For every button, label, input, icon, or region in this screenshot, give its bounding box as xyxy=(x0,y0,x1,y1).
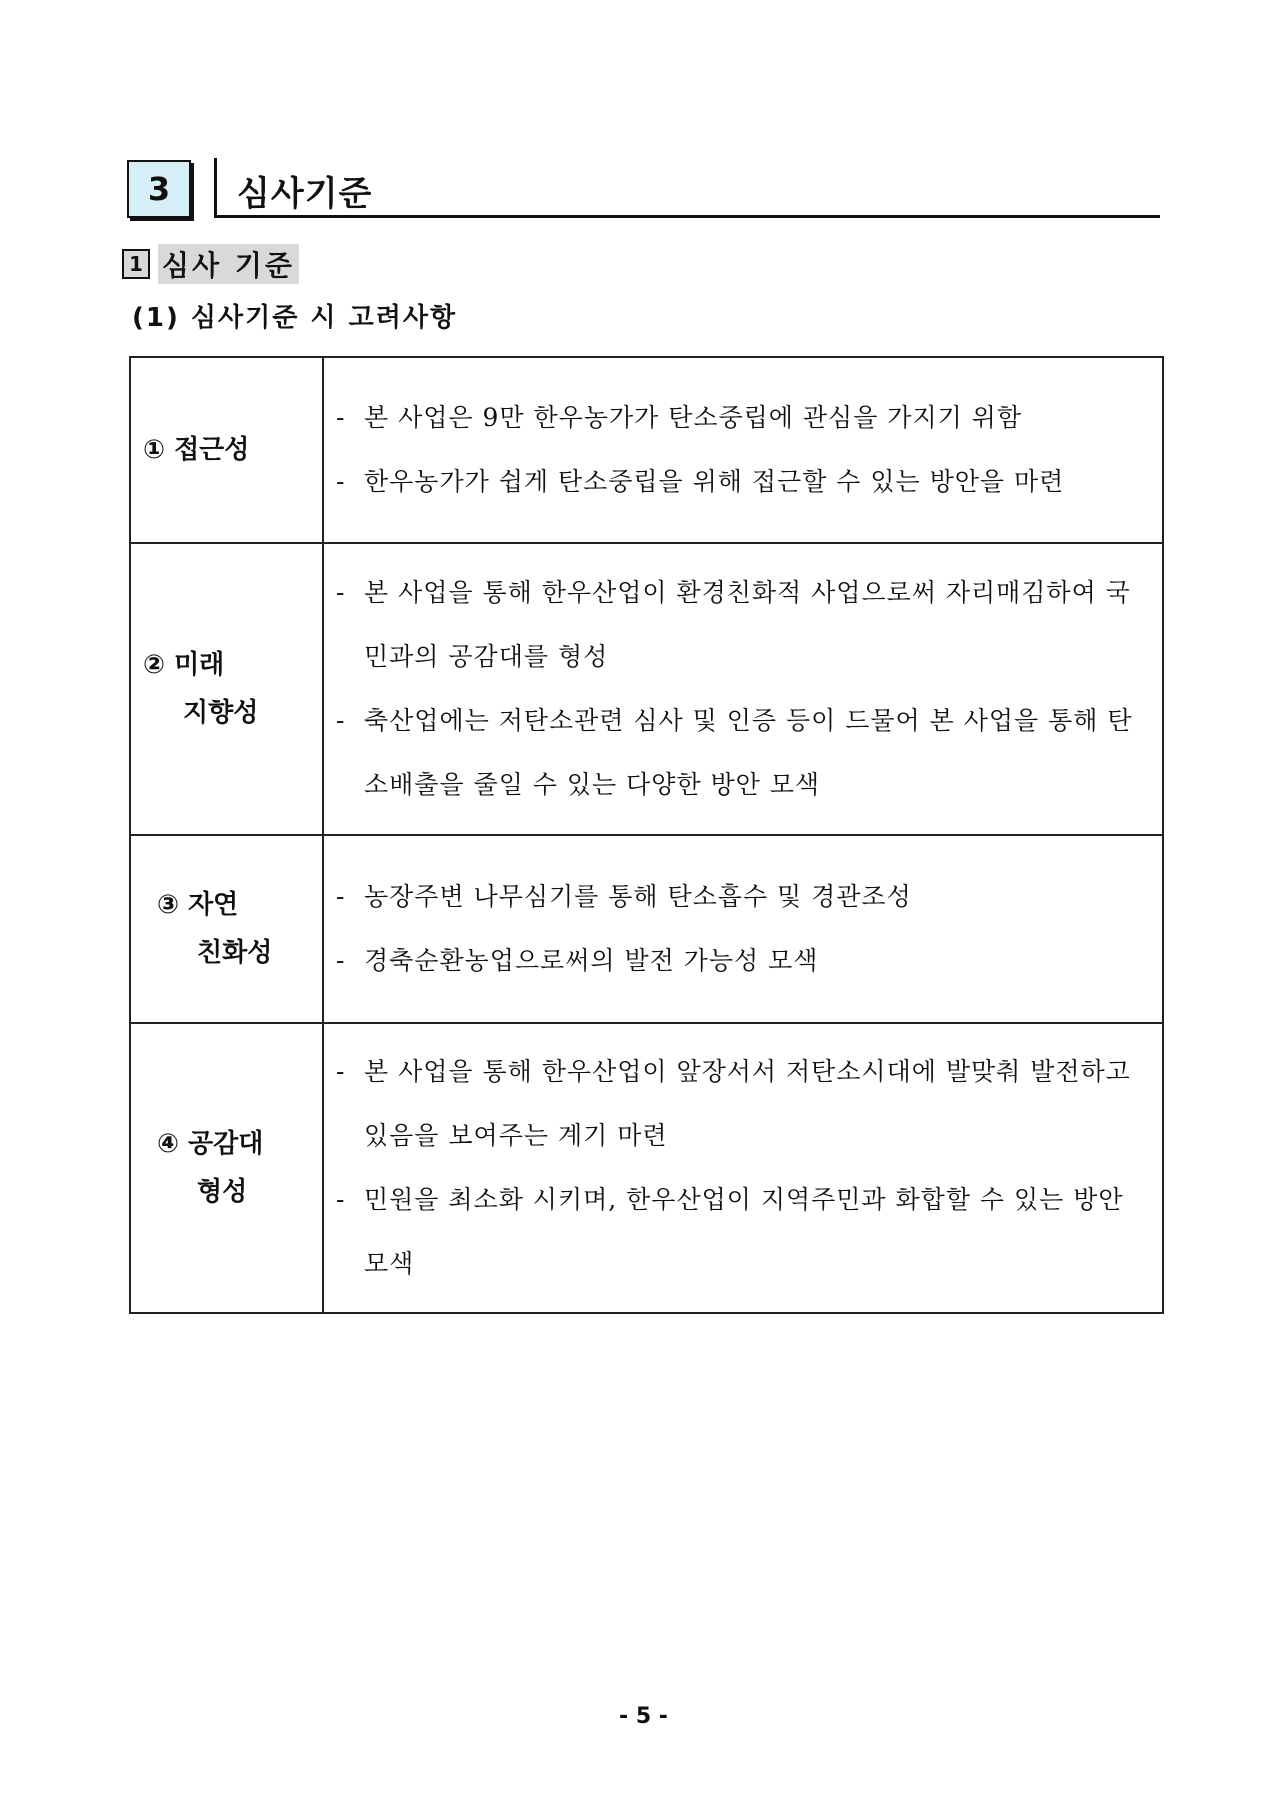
criteria-content xyxy=(323,357,1163,543)
subsection-title: 심사 기준 xyxy=(158,244,299,284)
bullet-dash: - xyxy=(336,946,346,975)
bullet-dash: - xyxy=(336,1185,346,1214)
criteria-bullet xyxy=(336,561,1150,689)
subsection-heading xyxy=(122,246,299,282)
criteria-label-line: ④ 공감대 xyxy=(157,1129,264,1159)
criteria-label xyxy=(130,357,323,543)
criteria-content xyxy=(323,543,1163,835)
section-divider xyxy=(214,158,217,218)
criteria-label-line: ① 접근성 xyxy=(143,435,250,465)
criteria-bullet xyxy=(336,1040,1150,1168)
criteria-bullet xyxy=(336,450,1150,514)
subsection-number-box: 1 xyxy=(122,249,150,279)
criteria-label xyxy=(130,835,323,1023)
bullet-text: 경축순환농업으로써의 발전 가능성 모색 xyxy=(364,946,819,975)
criteria-label-line: ③ 자연 xyxy=(157,890,239,920)
bullet-text: 본 사업을 통해 한우산업이 환경친화적 사업으로써 자리매김하여 국민과의 공감대를 형성 xyxy=(364,578,1131,671)
section-number-box: 3 xyxy=(127,160,191,218)
bullet-dash: - xyxy=(336,403,346,432)
criteria-content xyxy=(323,1023,1163,1313)
criteria-label-line: 친화성 xyxy=(197,938,273,968)
item-heading: (1) 심사기준 시 고려사항 xyxy=(132,303,458,333)
criteria-table xyxy=(129,356,1164,1314)
criteria-row xyxy=(130,1023,1163,1313)
criteria-label-line: 지향성 xyxy=(183,698,259,728)
bullet-text: 한우농가가 쉽게 탄소중립을 위해 접근할 수 있는 방안을 마련 xyxy=(364,467,1065,496)
bullet-dash: - xyxy=(336,882,346,911)
criteria-row xyxy=(130,543,1163,835)
criteria-content xyxy=(323,835,1163,1023)
criteria-bullet xyxy=(336,689,1150,817)
bullet-text: 민원을 최소화 시키며, 한우산업이 지역주민과 화합할 수 있는 방안 모색 xyxy=(364,1185,1124,1278)
criteria-label-line: ② 미래 xyxy=(143,650,225,680)
bullet-text: 축산업에는 저탄소관련 심사 및 인증 등이 드물어 본 사업을 통해 탄소배출을 줄일 수 있는 다양한 방안 모색 xyxy=(364,706,1133,799)
criteria-row xyxy=(130,835,1163,1023)
bullet-dash: - xyxy=(336,1057,346,1086)
bullet-text: 본 사업을 통해 한우산업이 앞장서서 저탄소시대에 발맞춰 발전하고 있음을 보여주는 계기 마련 xyxy=(364,1057,1131,1150)
bullet-dash: - xyxy=(336,706,346,735)
criteria-label xyxy=(130,543,323,835)
page-number: - 5 - xyxy=(619,1704,668,1729)
criteria-bullet xyxy=(336,1168,1150,1296)
criteria-row xyxy=(130,357,1163,543)
criteria-bullet xyxy=(336,386,1150,450)
section-underline xyxy=(214,215,1160,218)
bullet-text: 본 사업은 9만 한우농가가 탄소중립에 관심을 가지기 위함 xyxy=(364,403,1022,432)
bullet-dash: - xyxy=(336,467,346,496)
criteria-label xyxy=(130,1023,323,1313)
criteria-bullet xyxy=(336,929,1150,993)
bullet-dash: - xyxy=(336,578,346,607)
section-title: 심사기준 xyxy=(237,174,373,214)
section-header xyxy=(127,158,1160,218)
bullet-text: 농장주변 나무심기를 통해 탄소흡수 및 경관조성 xyxy=(364,882,912,911)
criteria-label-line: 형성 xyxy=(197,1177,248,1207)
criteria-bullet xyxy=(336,865,1150,929)
